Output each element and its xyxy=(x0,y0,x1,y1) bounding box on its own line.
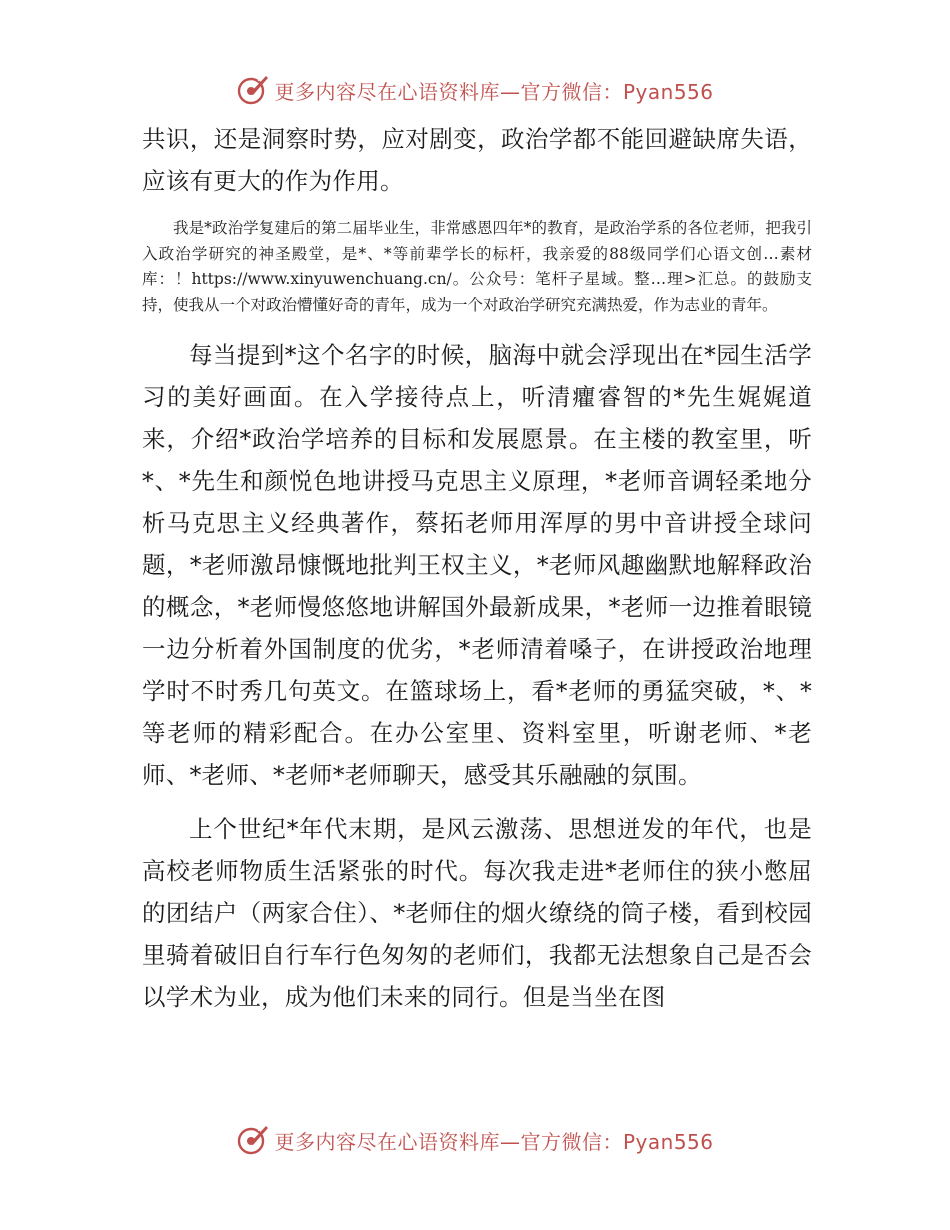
paragraph-1: 共识，还是洞察时势，应对剧变，政治学都不能回避缺席失语，应该有更大的作为作用。 xyxy=(142,125,812,195)
header-watermark xyxy=(0,70,950,110)
watermark-text: 更多内容尽在心语资料库—官方微信：Pyan556 xyxy=(274,79,714,104)
paragraph-4: 上个世纪*年代末期，是风云激荡、思想迸发的年代，也是高校老师物质生活紧张的时代。每次我走进*老师住的狭小憋屈的团结户（两家合住）、*老师住的烟火缭绕的筒子楼，看到校园里骑着破旧自行车行色匆匆的老师们，我都无法想象自己是否会以学术为业，成为他们未来的同行。但是当坐在图 xyxy=(142,815,812,1011)
quill-logo-icon xyxy=(236,1123,270,1157)
document-body xyxy=(142,118,812,1018)
footer-watermark xyxy=(0,1120,950,1160)
paragraph-2: 我是*政治学复建后的第二届毕业生，非常感恩四年*的教育，是政治学系的各位老师，把我引入政治学研究的神圣殿堂，是*、*等前辈学长的标杆，我亲爱的88级同学们心语文创…素材库：！https://www.xinyuwenchuang.cn/。公众号：笔杆子星域。整…理>汇总。的鼓励支持，使我从一个对政治懵懂好奇的青年，成为一个对政治学研究充满热爱，作为志业的青年。 xyxy=(142,219,812,314)
quill-logo-icon xyxy=(236,73,270,107)
watermark-text: 更多内容尽在心语资料库—官方微信：Pyan556 xyxy=(274,1129,714,1154)
paragraph-3: 每当提到*这个名字的时候，脑海中就会浮现出在*园生活学习的美好画面。在入学接待点上，听清癯睿智的*先生娓娓道来，介绍*政治学培养的目标和发展愿景。在主楼的教室里，听*、*先生和颜悦色地讲授马克思主义原理，*老师音调轻柔地分析马克思主义经典著作，蔡拓老师用浑厚的男中音讲授全球问题，*老师激昂慷慨地批判王权主义，*老师风趣幽默地解释政治的概念，*老师慢悠悠地讲解国外最新成果，*老师一边推着眼镜一边分析着外国制度的优劣，*老师清着嗓子，在讲授政治地理学时不时秀几句英文。在篮球场上，看*老师的勇猛突破，*、*等老师的精彩配合。在办公室里、资料室里，听谢老师、*老师、*老师、*老师*老师聊天，感受其乐融融的氛围。 xyxy=(142,341,812,789)
